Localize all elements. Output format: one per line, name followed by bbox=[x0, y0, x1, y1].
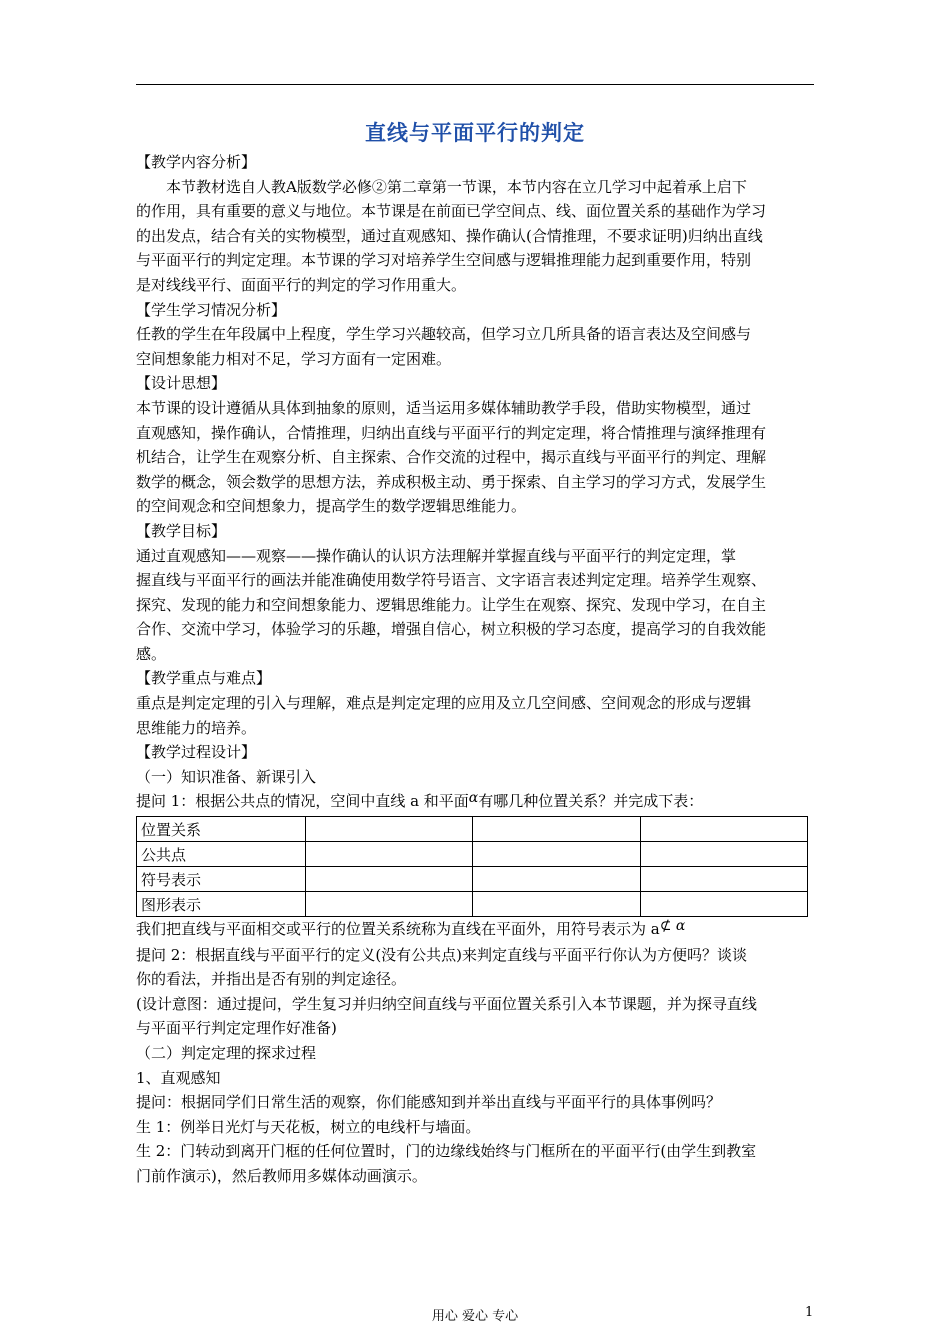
table-cell bbox=[473, 867, 640, 892]
table-row bbox=[137, 817, 808, 842]
subsection-heading: （一）知识准备、新课引入 bbox=[136, 767, 317, 786]
table-cell bbox=[640, 817, 807, 842]
student-answer-line: 生 2：门转动到离开门框的任何位置时，门的边缘线始终与门框所在的平面平行(由学生到教室 bbox=[136, 1142, 757, 1161]
paragraph-line: 探究、发现的能力和空间想象能力、逻辑思维能力。让学生在观察、探究、发现中学习，在自主 bbox=[136, 595, 767, 614]
paragraph-text: 我们把直线与平面相交或平行的位置关系统称为直线在平面外，用符号表示为 a bbox=[136, 920, 660, 939]
paragraph-line bbox=[136, 917, 814, 943]
table-cell bbox=[473, 817, 640, 842]
paragraph-line: 空间想象能力相对不足，学习方面有一定困难。 bbox=[136, 349, 452, 368]
paragraph-line: 的作用，具有重要的意义与地位。本节课是在前面已学空间点、线、面位置关系的基础作为学习 bbox=[136, 202, 767, 221]
subsection-heading: （二）判定定理的探求过程 bbox=[136, 1044, 317, 1062]
question-line: 提问 2：根据直线与平面平行的定义(没有公共点)来判定直线与平面平行你认为方便吗？谈谈 bbox=[136, 945, 748, 964]
section-heading-key-points: 【教学重点与难点】 bbox=[136, 669, 272, 688]
document-body bbox=[136, 118, 814, 1189]
paragraph-line: 的出发点，结合有关的实物模型，通过直观感知、操作确认(合情推理，不要求证明)归纳出直线 bbox=[136, 226, 763, 245]
table-cell bbox=[306, 867, 473, 892]
paragraph-line: 感。 bbox=[136, 644, 167, 663]
item-heading: 1、直观感知 bbox=[136, 1068, 221, 1087]
paragraph-line: 是对线线平行、面面平行的判定的学习作用重大。 bbox=[136, 275, 467, 294]
question-line bbox=[136, 789, 814, 815]
question-text: 提问 1：根据公共点的情况，空间中直线 a 和平面 bbox=[136, 792, 469, 811]
table-cell bbox=[640, 892, 807, 917]
paragraph-line: 重点是判定定理的引入与理解，难点是判定定理的应用及立几空间感、空间观念的形成与逻辑 bbox=[136, 694, 752, 713]
table-row-label: 公共点 bbox=[137, 842, 306, 867]
paragraph-line: 本节课的设计遵循从具体到抽象的原则，适当运用多媒体辅助教学手段，借助实物模型，通过 bbox=[136, 398, 752, 417]
paragraph-line: 任教的学生在年段属中上程度，学生学习兴趣较高，但学习立几所具备的语言表达及空间感与 bbox=[136, 325, 752, 344]
section-heading-content-analysis: 【教学内容分析】 bbox=[136, 153, 257, 171]
table-cell bbox=[306, 892, 473, 917]
table-row bbox=[137, 892, 808, 917]
table-row bbox=[137, 867, 808, 892]
table-cell bbox=[473, 892, 640, 917]
student-answer-line: 门前作演示)，然后教师用多媒体动画演示。 bbox=[136, 1166, 427, 1185]
table-cell bbox=[640, 842, 807, 867]
table-row bbox=[137, 842, 808, 867]
paragraph-line: 数学的概念，领会数学的思想方法，养成积极主动、勇于探索、自主学习的学习方式，发展学生 bbox=[136, 472, 767, 491]
paragraph-line: 机结合，让学生在观察分析、自主探索、合作交流的过程中，揭示直线与平面平行的判定、理解 bbox=[136, 448, 767, 467]
section-heading-process-design: 【教学过程设计】 bbox=[136, 743, 257, 762]
page-number: 1 bbox=[805, 1305, 814, 1320]
not-subset-alpha-symbol: ⊄ α bbox=[659, 918, 686, 935]
question-line: 提问：根据同学们日常生活的观察，你们能感知到并举出直线与平面平行的具体事例吗？ bbox=[136, 1093, 722, 1112]
paragraph-line: 握直线与平面平行的画法并能准确使用数学符号语言、文字语言表述判定定理。培养学生观察、 bbox=[136, 571, 767, 590]
section-heading-student-analysis: 【学生学习情况分析】 bbox=[136, 300, 287, 319]
design-intent-line: 与平面平行判定定理作好准备) bbox=[136, 1019, 337, 1038]
paragraph-line: 思维能力的培养。 bbox=[136, 718, 257, 737]
alpha-symbol: α bbox=[468, 790, 479, 807]
student-answer-line: 生 1：例举日光灯与天花板，树立的电线杆与墙面。 bbox=[136, 1117, 481, 1136]
table-row-label: 符号表示 bbox=[137, 867, 306, 892]
section-heading-design-idea: 【设计思想】 bbox=[136, 374, 227, 393]
table-cell bbox=[640, 867, 807, 892]
paragraph-line: 直观感知，操作确认，合情推理，归纳出直线与平面平行的判定定理，将合情推理与演绎推理有 bbox=[136, 423, 767, 442]
table-row-label: 位置关系 bbox=[137, 817, 306, 842]
position-relation-table bbox=[136, 816, 808, 917]
table-row-label: 图形表示 bbox=[137, 892, 306, 917]
paragraph-line: 本节教材选自人教A版数学必修②第二章第一节课，本节内容在立几学习中起着承上启下 bbox=[166, 177, 747, 196]
paragraph-line: 的空间观念和空间想象力，提高学生的数学逻辑思维能力。 bbox=[136, 497, 527, 516]
design-intent-line: (设计意图：通过提问，学生复习并归纳空间直线与平面位置关系引入本节课题，并为探寻直线 bbox=[136, 994, 757, 1013]
question-text: 有哪几种位置关系？并完成下表： bbox=[478, 792, 704, 811]
document-title: 直线与平面平行的判定 bbox=[365, 120, 585, 145]
question-line: 你的看法，并指出是否有别的判定途径。 bbox=[136, 970, 407, 989]
table-cell bbox=[306, 842, 473, 867]
table-cell bbox=[306, 817, 473, 842]
paragraph-line: 与平面平行的判定定理。本节课的学习对培养学生空间感与逻辑推理能力起到重要作用，特别 bbox=[136, 251, 752, 270]
table-cell bbox=[473, 842, 640, 867]
paragraph-line: 通过直观感知——观察——操作确认的认识方法理解并掌握直线与平面平行的判定定理，掌 bbox=[136, 546, 737, 565]
header-rule bbox=[136, 84, 814, 85]
paragraph-line: 合作、交流中学习，体验学习的乐趣，增强自信心，树立积极的学习态度，提高学习的自我效能 bbox=[136, 620, 767, 639]
footer-text: 用心 爱心 专心 bbox=[431, 1309, 519, 1324]
section-heading-teaching-goals: 【教学目标】 bbox=[136, 521, 227, 540]
